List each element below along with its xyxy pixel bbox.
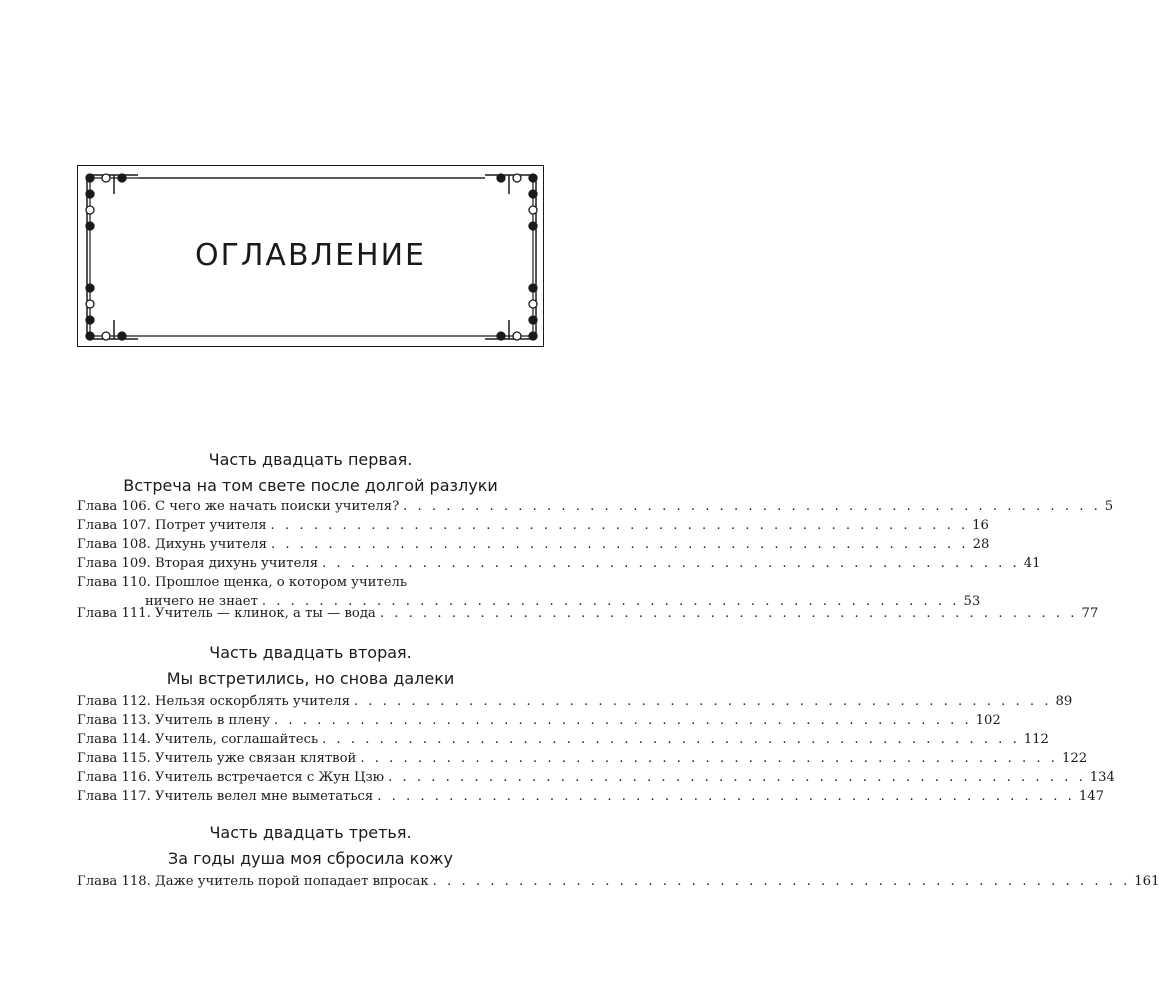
page-number: 28 [972,537,990,552]
chapter-name-continuation: ничего не знает [145,594,258,609]
dot-leader: . . . . . . . . . . . . . . . . . . . . . . . . . . . . . . . . . . . . . . . . . . . . . . . . . [360,751,1058,766]
dot-leader: . . . . . . . . . . . . . . . . . . . . . . . . . . . . . . . . . . . . . . . . . . . . . . . . . [353,694,1052,709]
toc-row[interactable] [77,711,1001,730]
dot-leader: . . . . . . . . . . . . . . . . . . . . . . . . . . . . . . . . . . . . . . . . . . . . . . . . . [432,874,1131,889]
page-number: 147 [1078,789,1105,804]
dot-leader: . . . . . . . . . . . . . . . . . . . . . . . . . . . . . . . . . . . . . . . . . . . . . . . . . [270,537,969,552]
part-heading-line1: Часть двадцать первая. [208,450,413,469]
page-number: 112 [1023,732,1049,747]
page-number: 161 [1134,874,1159,889]
part-heading-23 [77,820,544,872]
chapter-name: Глава 112. Нельзя оскорблять учителя [77,694,350,709]
dot-leader: . . . . . . . . . . . . . . . . . . . . . . . . . . . . . . . . . . . . . . . . . . . . . . . . . [274,713,972,728]
dot-leader: . . . . . . . . . . . . . . . . . . . . . . . . . . . . . . . . . . . . . . . . . . . . . . . . . [403,499,1101,514]
toc-row[interactable] [77,787,1105,806]
toc-row[interactable] [77,516,989,535]
part-heading-22 [77,640,544,692]
dot-leader: . . . . . . . . . . . . . . . . . . . . . . . . . . . . . . . . . . . . . . . . . . . . . . . . . [322,556,1020,571]
chapter-name: Глава 118. Даже учитель порой попадает впросак [77,874,429,889]
toc-row[interactable] [77,604,1099,623]
toc-row[interactable] [77,497,1114,516]
page-number: 5 [1104,499,1114,514]
part-heading-line2: Встреча на том свете после долгой разлуки [123,476,498,495]
chapter-name: Глава 107. Потрет учителя [77,518,267,533]
page-number: 16 [972,518,989,533]
page-number: 134 [1089,770,1115,785]
page-number: 122 [1061,751,1088,766]
dot-leader: . . . . . . . . . . . . . . . . . . . . . . . . . . . . . . . . . . . . . . . . . . . . . . . . . [322,732,1020,747]
toc-row[interactable] [77,872,1159,891]
part-heading-line2: За годы душа моя сбросила кожу [167,849,453,868]
toc-row[interactable] [77,692,1073,711]
chapter-name: Глава 108. Дихунь учителя [77,537,267,552]
chapter-name[interactable]: Глава 110. Прошлое щенка, о котором учитель [77,575,408,590]
chapter-name: Глава 115. Учитель уже связан клятвой [77,751,357,766]
page-number: 89 [1055,694,1073,709]
dot-leader: . . . . . . . . . . . . . . . . . . . . . . . . . . . . . . . . . . . . . . . . . . . . . . . . . [270,518,969,533]
toc-row[interactable] [77,749,1088,768]
page-number: 77 [1081,606,1099,621]
toc-row[interactable] [77,535,990,554]
chapter-name: Глава 114. Учитель, соглашайтесь [77,732,319,747]
part-heading-line1: Часть двадцать третья. [209,823,412,842]
dot-leader: . . . . . . . . . . . . . . . . . . . . . . . . . . . . . . . . . . . . . . . . . . . . . . . . . [388,770,1086,785]
part-heading-line1: Часть двадцать вторая. [209,643,412,662]
toc-row[interactable] [77,730,1049,749]
part-heading-21 [77,447,544,499]
page-number: 41 [1023,556,1041,571]
page-number: 53 [963,594,981,609]
dot-leader: . . . . . . . . . . . . . . . . . . . . . . . . . . . . . . . . . . . . . . . . . . . . . . . . . [379,606,1078,621]
chapter-name: Глава 109. Вторая дихунь учителя [77,556,319,571]
chapter-name: Глава 117. Учитель велел мне выметаться [77,789,374,804]
chapter-name: Глава 116. Учитель встречается с Жун Цзю [77,770,385,785]
title-frame [77,165,544,347]
page-number: 102 [975,713,1001,728]
toc-row[interactable] [77,768,1115,787]
toc-row[interactable] [77,554,1041,573]
chapter-name: Глава 111. Учитель — клинок, а ты — вода [77,606,376,621]
page-title: ОГЛАВЛЕНИЕ [194,238,427,273]
part-heading-line2: Мы встретились, но снова далеки [166,669,455,688]
dot-leader: . . . . . . . . . . . . . . . . . . . . . . . . . . . . . . . . . . . . . . . . . . . . . . . . . [377,789,1075,804]
dot-leader: . . . . . . . . . . . . . . . . . . . . . . . . . . . . . . . . . . . . . . . . . . . . . . . . . [261,594,960,609]
chapter-name: Глава 113. Учитель в плену [77,713,271,728]
chapter-name: Глава 106. С чего же начать поиски учителя? [77,499,400,514]
